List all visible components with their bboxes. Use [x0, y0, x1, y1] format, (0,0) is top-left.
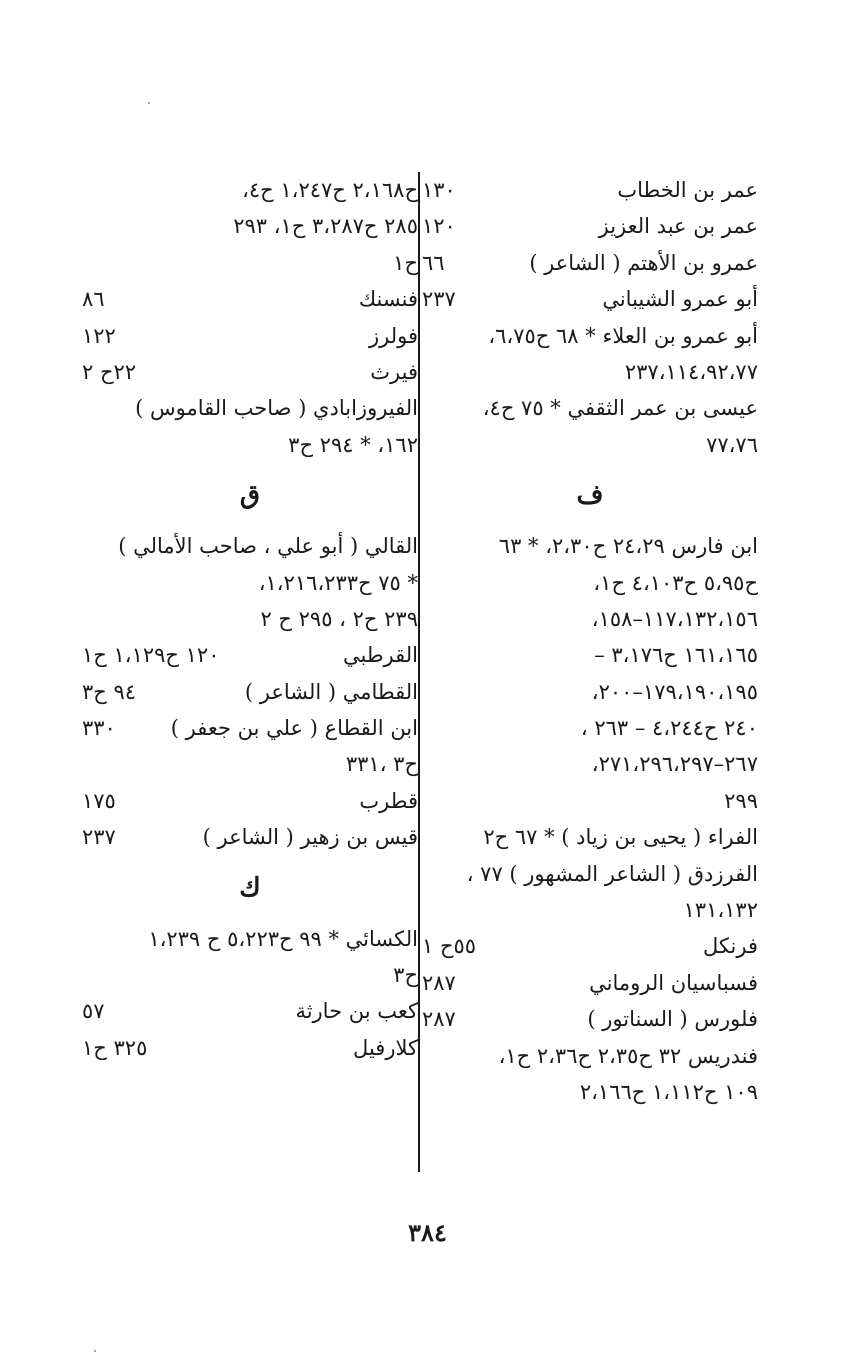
entry-page-references: ٢٣٩ ح٢ ، ٢٩٥ ح ٢	[260, 606, 418, 631]
entry-page-references: الفيروزابادي ( صاحب القاموس )	[135, 396, 418, 421]
entry-page-references: ٢٨٥ ح٣،٢٨٧ ح١، ٢٩٣	[233, 214, 418, 239]
index-entry	[422, 172, 758, 208]
index-entry	[82, 637, 418, 673]
entry-page-references: ١٦٢، * ٢٩٤ ح٣	[288, 432, 418, 457]
entry-name: عمر بن عبد العزيز	[598, 214, 758, 239]
entry-page-references: ١٦١،١٦٥ ح٣،١٧٦ –	[594, 643, 758, 668]
entry-page-references: الكسائي * ٩٩ ح٥،٢٢٣ ح ١،٢٣٩	[148, 926, 418, 951]
index-continuation-line	[82, 208, 418, 244]
entry-page-references: ح٣ ،٣٣١	[345, 752, 418, 777]
column-divider	[418, 172, 420, 1172]
entry-page-references: ١٢٠	[422, 214, 456, 239]
entry-page-references: ٢٢ح ٢	[82, 359, 137, 384]
entry-page-references: ٨٦	[82, 287, 105, 312]
entry-name: فيرث	[370, 359, 418, 384]
entry-page-references: الفراء ( يحيى بن زياد ) * ٦٧ ح٢	[483, 825, 758, 850]
entry-page-references: ٣٣٠	[82, 716, 116, 741]
index-entry	[82, 354, 418, 390]
index-continuation-line	[82, 172, 418, 208]
index-continuation-line	[422, 1074, 758, 1110]
entry-page-references: ١٠٩ ح١،١١٢ ح٢،١٦٦	[579, 1079, 758, 1104]
index-entry	[82, 819, 418, 855]
index-continuation-line	[422, 565, 758, 601]
index-entry	[82, 281, 418, 317]
entry-page-references: ٢٤٠ ح٤،٢٤٤ – ٢٦٣ ،	[580, 716, 758, 741]
entry-page-references: القالي ( أبو علي ، صاحب الأمالي )	[118, 534, 418, 559]
section-letter-heading: ك	[239, 872, 261, 903]
entry-page-references: ٢٣٧،١١٤،٩٢،٧٧	[624, 359, 758, 384]
index-entry	[82, 783, 418, 819]
entry-page-references: ٢٣٧	[422, 287, 456, 312]
entry-page-references: ح٥،٩٥ ح٤،١٠٣ ح١،	[593, 570, 758, 595]
index-continuation-line	[82, 957, 418, 993]
entry-name: عمرو بن الأهتم ( الشاعر )	[529, 250, 758, 275]
index-continuation-line	[422, 783, 758, 819]
index-entry	[422, 928, 758, 964]
index-entry	[82, 710, 418, 746]
entry-name: كلارفيل	[353, 1035, 418, 1060]
index-continuation-line	[422, 354, 758, 390]
index-entry	[422, 390, 758, 426]
entry-name: قيس بن زهير ( الشاعر )	[202, 825, 418, 850]
index-entry	[82, 318, 418, 354]
entry-page-references: ٧٧،٧٦	[706, 432, 758, 457]
entry-name: قطرب	[359, 788, 418, 813]
index-column-left	[82, 172, 418, 1066]
entry-page-references: ح٢،١٦٨ ح١،٢٤٧ ح٤،	[242, 178, 418, 202]
paper-speck	[148, 102, 150, 104]
index-entry	[422, 281, 758, 317]
entry-name: القرطبي	[343, 643, 418, 668]
entry-page-references: الفرزدق ( الشاعر المشهور ) ٧٧ ،	[466, 861, 758, 886]
index-continuation-line	[82, 746, 418, 782]
index-continuation-line	[82, 245, 418, 281]
index-continuation-line	[422, 427, 758, 463]
entry-name: فلورس ( السناتور )	[587, 1007, 758, 1032]
entry-page-references: ١٧٥	[82, 788, 116, 813]
entry-page-references: ٦٦	[422, 250, 445, 275]
index-entry	[82, 993, 418, 1029]
index-entry	[422, 965, 758, 1001]
index-entry	[422, 819, 758, 855]
entry-name: فسباسيان الروماني	[589, 970, 758, 995]
index-continuation-line	[82, 565, 418, 601]
page-number: ٣٨٤	[408, 1218, 447, 1247]
entry-page-references: ٣٢٥ ح١	[82, 1035, 148, 1060]
entry-page-references: أبو عمرو بن العلاء * ٦٨ ح٦،٧٥،	[488, 323, 758, 348]
entry-page-references: ح٣	[393, 963, 418, 988]
entry-page-references: ١٣٠	[422, 178, 456, 202]
entry-page-references: ١١٧،١٣٢،١٥٦–١٥٨،	[591, 606, 758, 631]
index-entry	[422, 245, 758, 281]
index-entry	[422, 1001, 758, 1037]
entry-page-references: ٢٨٧	[422, 1007, 456, 1032]
entry-page-references: ١٢٢	[82, 323, 116, 348]
entry-name: ابن القطاع ( علي بن جعفر )	[170, 716, 418, 741]
section-letter-heading: ف	[576, 480, 604, 511]
index-entry	[422, 1038, 758, 1074]
index-entry	[82, 674, 418, 710]
index-entry	[82, 1030, 418, 1066]
index-continuation-line	[422, 601, 758, 637]
entry-page-references: ٢٩٩	[724, 788, 758, 813]
index-continuation-line	[422, 674, 758, 710]
index-continuation-line	[422, 746, 758, 782]
entry-page-references: عيسى بن عمر الثقفي * ٧٥ ح٤،	[482, 396, 758, 421]
entry-name: القطامي ( الشاعر )	[244, 679, 418, 704]
entry-page-references: ٢٣٧	[82, 825, 116, 850]
entry-name: فنسنك	[358, 287, 418, 312]
entry-page-references: ١٣١،١٣٢	[683, 898, 758, 923]
index-continuation-line	[82, 601, 418, 637]
entry-page-references: ابن فارس ٢٤،٢٩ ح٢،٣٠، * ٦٣	[498, 534, 758, 559]
index-entry	[422, 208, 758, 244]
index-column-right	[422, 172, 758, 1110]
index-entry	[82, 921, 418, 957]
index-entry	[422, 856, 758, 892]
entry-page-references: ٩٤ ح٣	[82, 679, 137, 704]
index-entry	[82, 390, 418, 426]
entry-name: عمر بن الخطاب	[617, 178, 758, 202]
index-continuation-line	[422, 637, 758, 673]
entry-page-references: ٥٧	[82, 999, 105, 1024]
entry-page-references: * ٧٥ ح١،٢١٦،٢٣٣،	[258, 570, 418, 595]
index-continuation-line	[422, 710, 758, 746]
entry-name: أبو عمرو الشيباني	[602, 287, 758, 312]
entry-page-references: ١٧٩،١٩٠،١٩٥–٢٠٠،	[591, 679, 758, 704]
entry-name: فولرز	[368, 323, 418, 348]
paper-speck	[94, 1350, 96, 1352]
entry-page-references: ٥٥ح ١	[422, 934, 477, 959]
section-letter-heading: ق	[239, 480, 261, 511]
entry-page-references: ح١	[393, 250, 418, 275]
index-continuation-line	[82, 427, 418, 463]
index-continuation-line	[422, 892, 758, 928]
entry-name: فرنكل	[703, 934, 758, 959]
index-entry	[422, 528, 758, 564]
index-entry	[422, 318, 758, 354]
entry-page-references: فندريس ٣٢ ح٢،٣٥ ح٢،٣٦ ح١،	[498, 1043, 758, 1068]
index-entry	[82, 528, 418, 564]
entry-page-references: ٢٨٧	[422, 970, 456, 995]
entry-name: كعب بن حارثة	[295, 999, 418, 1024]
entry-page-references: ١٢٠ ح١،١٢٩ ح١	[82, 643, 220, 668]
entry-page-references: ٢٦٧–٢٧١،٢٩٦،٢٩٧،	[591, 752, 758, 777]
